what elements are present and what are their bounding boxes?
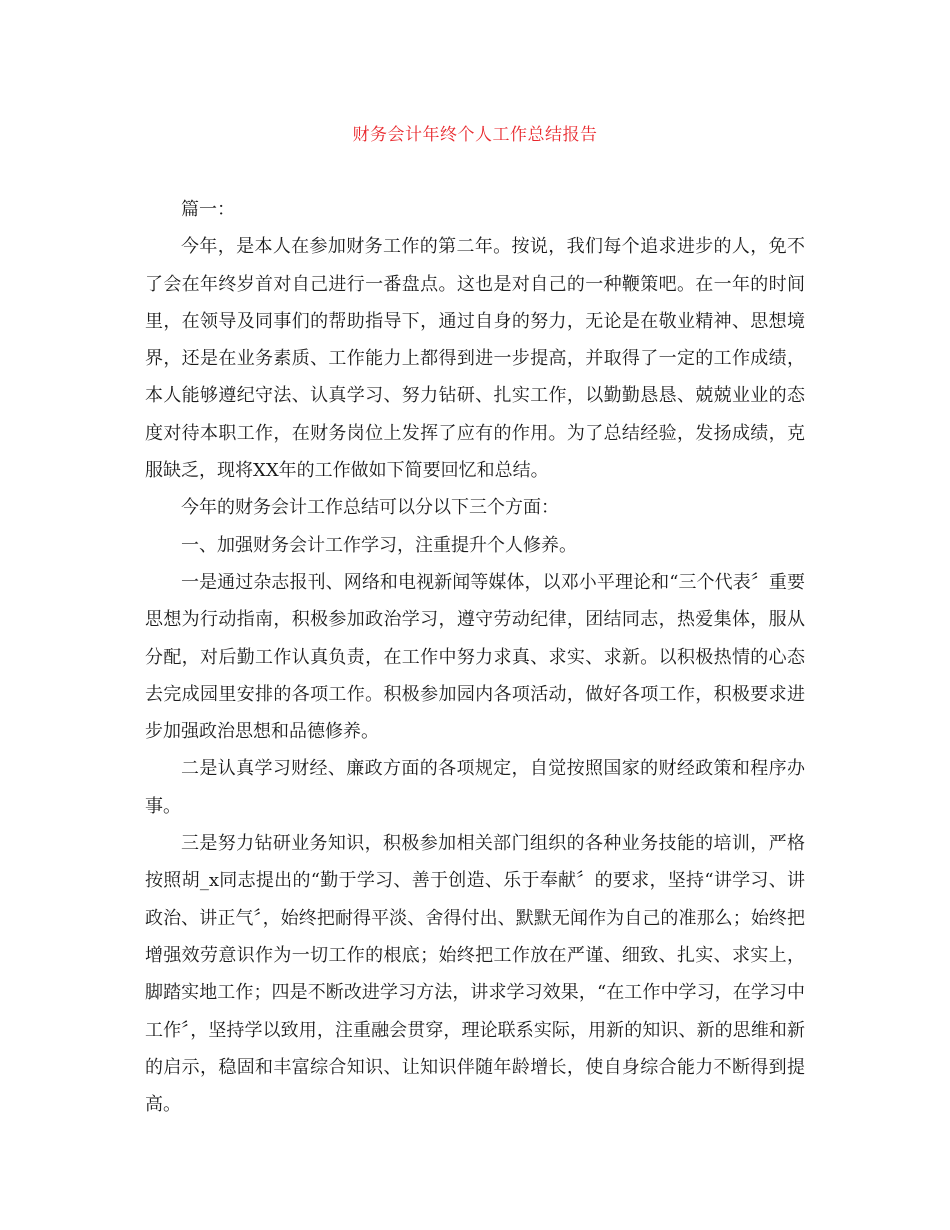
paragraph-heading: 篇一：	[181, 199, 235, 220]
section-heading: 一、加强财务会计工作学习，注重提升个人修养。	[181, 534, 577, 556]
paragraph: 三是努力钻研业务知识，积极参加相关部门组织的各种业务技能的培训，严格按照胡_x同志提出的“勤于学习、善于创造、乐于奉献〞的要求，坚持“讲学习、讲政治、讲正气〞，始终把耐得平淡、舍得付出、默默无闻作为自己的准那么；始终把增强效劳意识作为一切工作的根底；始终把工作放在严谨、细致、扎实、求实上，脚踏实地工作；四是不断改进学习方法，讲求学习效果，“在工作中学习，在学习中工作〞，坚持学以致用，注重融会贯穿，理论联系实际，用新的知识、新的思维和新的启示，稳固和丰富综合知识、让知识伴随年龄增长，使自身综合能力不断得到提高。	[145, 833, 805, 1116]
paragraph: 今年的财务会计工作总结可以分以下三个方面：	[181, 497, 559, 519]
paragraph: 一是通过杂志报刊、网络和电视新闻等媒体，以邓小平理论和“三个代表〞重要思想为行动指南，积极参加政治学习，遵守劳动纪律，团结同志，热爱集体，服从分配，对后勤工作认真负责，在工作中努力求真、求实、求新。以积极热情的心态去完成园里安排的各项工作。积极参加园内各项活动，做好各项工作，积极要求进步加强政治思想和品德修养。	[145, 571, 805, 743]
paragraph: 二是认真学习财经、廉政方面的各项规定，自觉按照国家的财经政策和程序办事。	[145, 758, 805, 817]
document-title: 财务会计年终个人工作总结报告	[352, 125, 598, 145]
paragraph: 今年，是本人在参加财务工作的第二年。按说，我们每个追求进步的人，免不了会在年终岁首对自己进行一番盘点。这也是对自己的一种鞭策吧。在一年的时间里，在领导及同事们的帮助指导下，通过自身的努力，无论是在敬业精神、思想境界，还是在业务素质、工作能力上都得到进一步提高，并取得了一定的工作成绩，本人能够遵纪守法、认真学习、努力钻研、扎实工作，以勤勤恳恳、兢兢业业的态度对待本职工作，在财务岗位上发挥了应有的作用。为了总结经验，发扬成绩，克服缺乏，现将XX年的工作做如下简要回忆和总结。	[145, 236, 805, 482]
document-body	[145, 191, 805, 1123]
